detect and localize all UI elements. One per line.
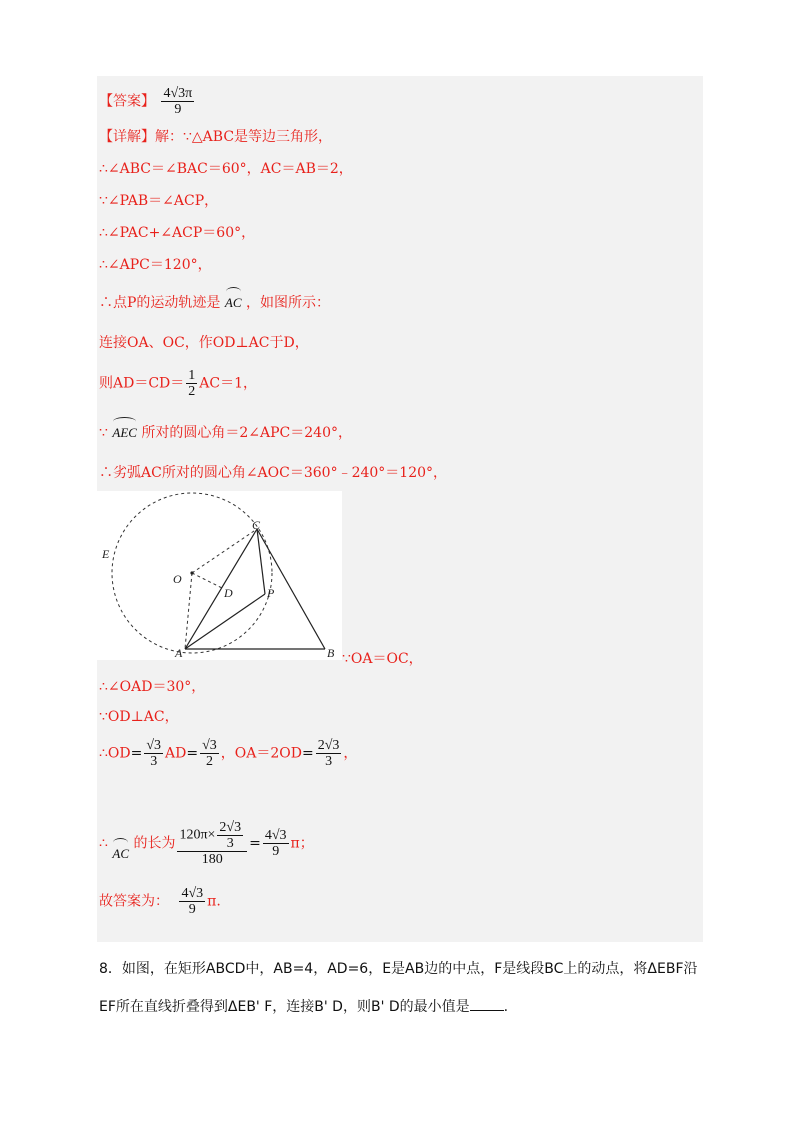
detail-line-2: ∴∠ABC＝∠BAC＝60°，AC＝AB＝2， — [99, 161, 353, 177]
label-o: O — [173, 572, 182, 586]
question-8-end: . — [503, 999, 509, 1015]
detail-text-14c: ，OA＝2OD — [220, 745, 302, 762]
equals-2: = — [186, 745, 199, 762]
detail-line-1 — [99, 128, 332, 146]
fraction-sqrt3-over-3 — [144, 738, 163, 769]
detail-text-9a: ∵ — [99, 425, 108, 441]
detail-text-1: ∵△ABC是等边三角形， — [183, 129, 333, 145]
detail-text-14a: ∴OD — [99, 745, 131, 762]
final-fraction — [179, 886, 205, 917]
frac2-den: 2 — [205, 754, 213, 769]
geometry-diagram — [97, 491, 342, 660]
detail-line-11: ∵OA＝OC， — [342, 651, 423, 667]
arc-length-fraction — [177, 820, 247, 867]
detail-text-15b: 的长为 — [133, 835, 176, 852]
detail-text-16a: 故答案为： — [99, 893, 169, 910]
frac1-den: 3 — [150, 754, 158, 769]
final-num: 4√3 — [181, 886, 204, 901]
detail-line-6 — [99, 294, 330, 312]
detail-line-14 — [99, 738, 357, 769]
label-d: D — [224, 586, 233, 600]
question-8-line-1: 8．如图，在矩形ABCD中，AB=4，AD=6，E是AB边的中点，F是线段BC上的动点，将ΔEBF沿 — [99, 961, 698, 977]
num-120pi: 120π× — [179, 827, 216, 843]
result-fraction — [263, 828, 289, 859]
arc-ac-length-symbol: AC — [112, 845, 129, 861]
equals-4: = — [249, 835, 261, 852]
inner-num: 2√3 — [219, 820, 242, 835]
detail-text-15a: ∴ — [99, 835, 108, 852]
detail-text-9b: 所对的圆心角＝2∠APC＝240°， — [141, 425, 352, 441]
half-denominator: 2 — [188, 384, 196, 399]
detail-line-9 — [99, 424, 352, 442]
detail-text-6b: ，如图所示： — [245, 295, 330, 311]
frac1-num: √3 — [146, 738, 162, 753]
question-8-line-2 — [99, 996, 508, 1016]
label-c: C — [252, 518, 261, 532]
detail-line-4: ∴∠PAC+∠ACP＝60°， — [99, 225, 256, 241]
detail-line-12: ∴∠OAD＝30°， — [99, 679, 206, 695]
detail-line-8 — [99, 368, 257, 399]
detail-line-3: ∵∠PAB＝∠ACP， — [99, 193, 219, 209]
detail-label: 【详解】解： — [99, 129, 183, 145]
label-p: P — [267, 586, 275, 600]
inner-fraction — [217, 820, 243, 851]
arc-length-numerator — [177, 820, 247, 852]
detail-text-6a: ∴点P的运动轨迹是 — [99, 295, 221, 311]
equals-3: = — [302, 745, 314, 762]
detail-line-13: ∵OD⊥AC， — [99, 709, 179, 725]
answer-fraction — [161, 86, 194, 117]
detail-line-16 — [99, 886, 221, 917]
half-numerator: 1 — [188, 368, 196, 383]
label-b: B — [327, 646, 335, 660]
detail-text-8a: 则AD＝CD＝ — [99, 375, 185, 392]
arc-aec-symbol: AEC — [112, 425, 137, 440]
question-8-text: EF所在直线折叠得到ΔEB' F，连接B' D，则B' D的最小值是 — [99, 999, 470, 1015]
fraction-sqrt3-over-2 — [200, 738, 219, 769]
equals-1: = — [130, 745, 143, 762]
inner-den: 3 — [226, 836, 234, 851]
answer-numerator: 4√3π — [163, 86, 193, 101]
detail-text-14-ad: AD — [165, 745, 187, 762]
final-den: 9 — [188, 902, 196, 917]
fraction-2sqrt3-over-3 — [316, 738, 342, 769]
result-num: 4√3 — [264, 828, 287, 843]
detail-text-16b: π. — [207, 893, 221, 910]
half-fraction — [186, 368, 197, 399]
answer-denominator: 9 — [174, 102, 182, 117]
detail-text-14d: ， — [343, 745, 358, 762]
frac2-num: √3 — [202, 738, 217, 753]
detail-text-8b: AC＝1， — [199, 375, 258, 392]
answer-blank[interactable] — [470, 998, 504, 1011]
frac3-num: 2√3 — [317, 738, 340, 753]
detail-line-15 — [99, 820, 314, 867]
answer-line — [99, 86, 196, 117]
frac3-den: 3 — [325, 754, 333, 769]
answer-label: 【答案】 — [99, 93, 155, 110]
detail-line-5: ∴∠APC＝120°， — [99, 257, 212, 273]
detail-line-7: 连接OA、OC，作OD⊥AC于D， — [99, 335, 309, 351]
label-e: E — [102, 547, 110, 561]
arc-length-denominator: 180 — [201, 852, 223, 867]
detail-line-10: ∴劣弧AC所对的圆心角∠AOC＝360°﹣240°＝120°， — [99, 465, 448, 481]
label-a: A — [175, 646, 183, 660]
diagram-background — [97, 491, 342, 660]
detail-text-15c: π； — [290, 835, 314, 852]
result-den: 9 — [272, 844, 280, 859]
arc-ac-symbol: AC — [224, 295, 242, 310]
center-point — [190, 571, 193, 574]
